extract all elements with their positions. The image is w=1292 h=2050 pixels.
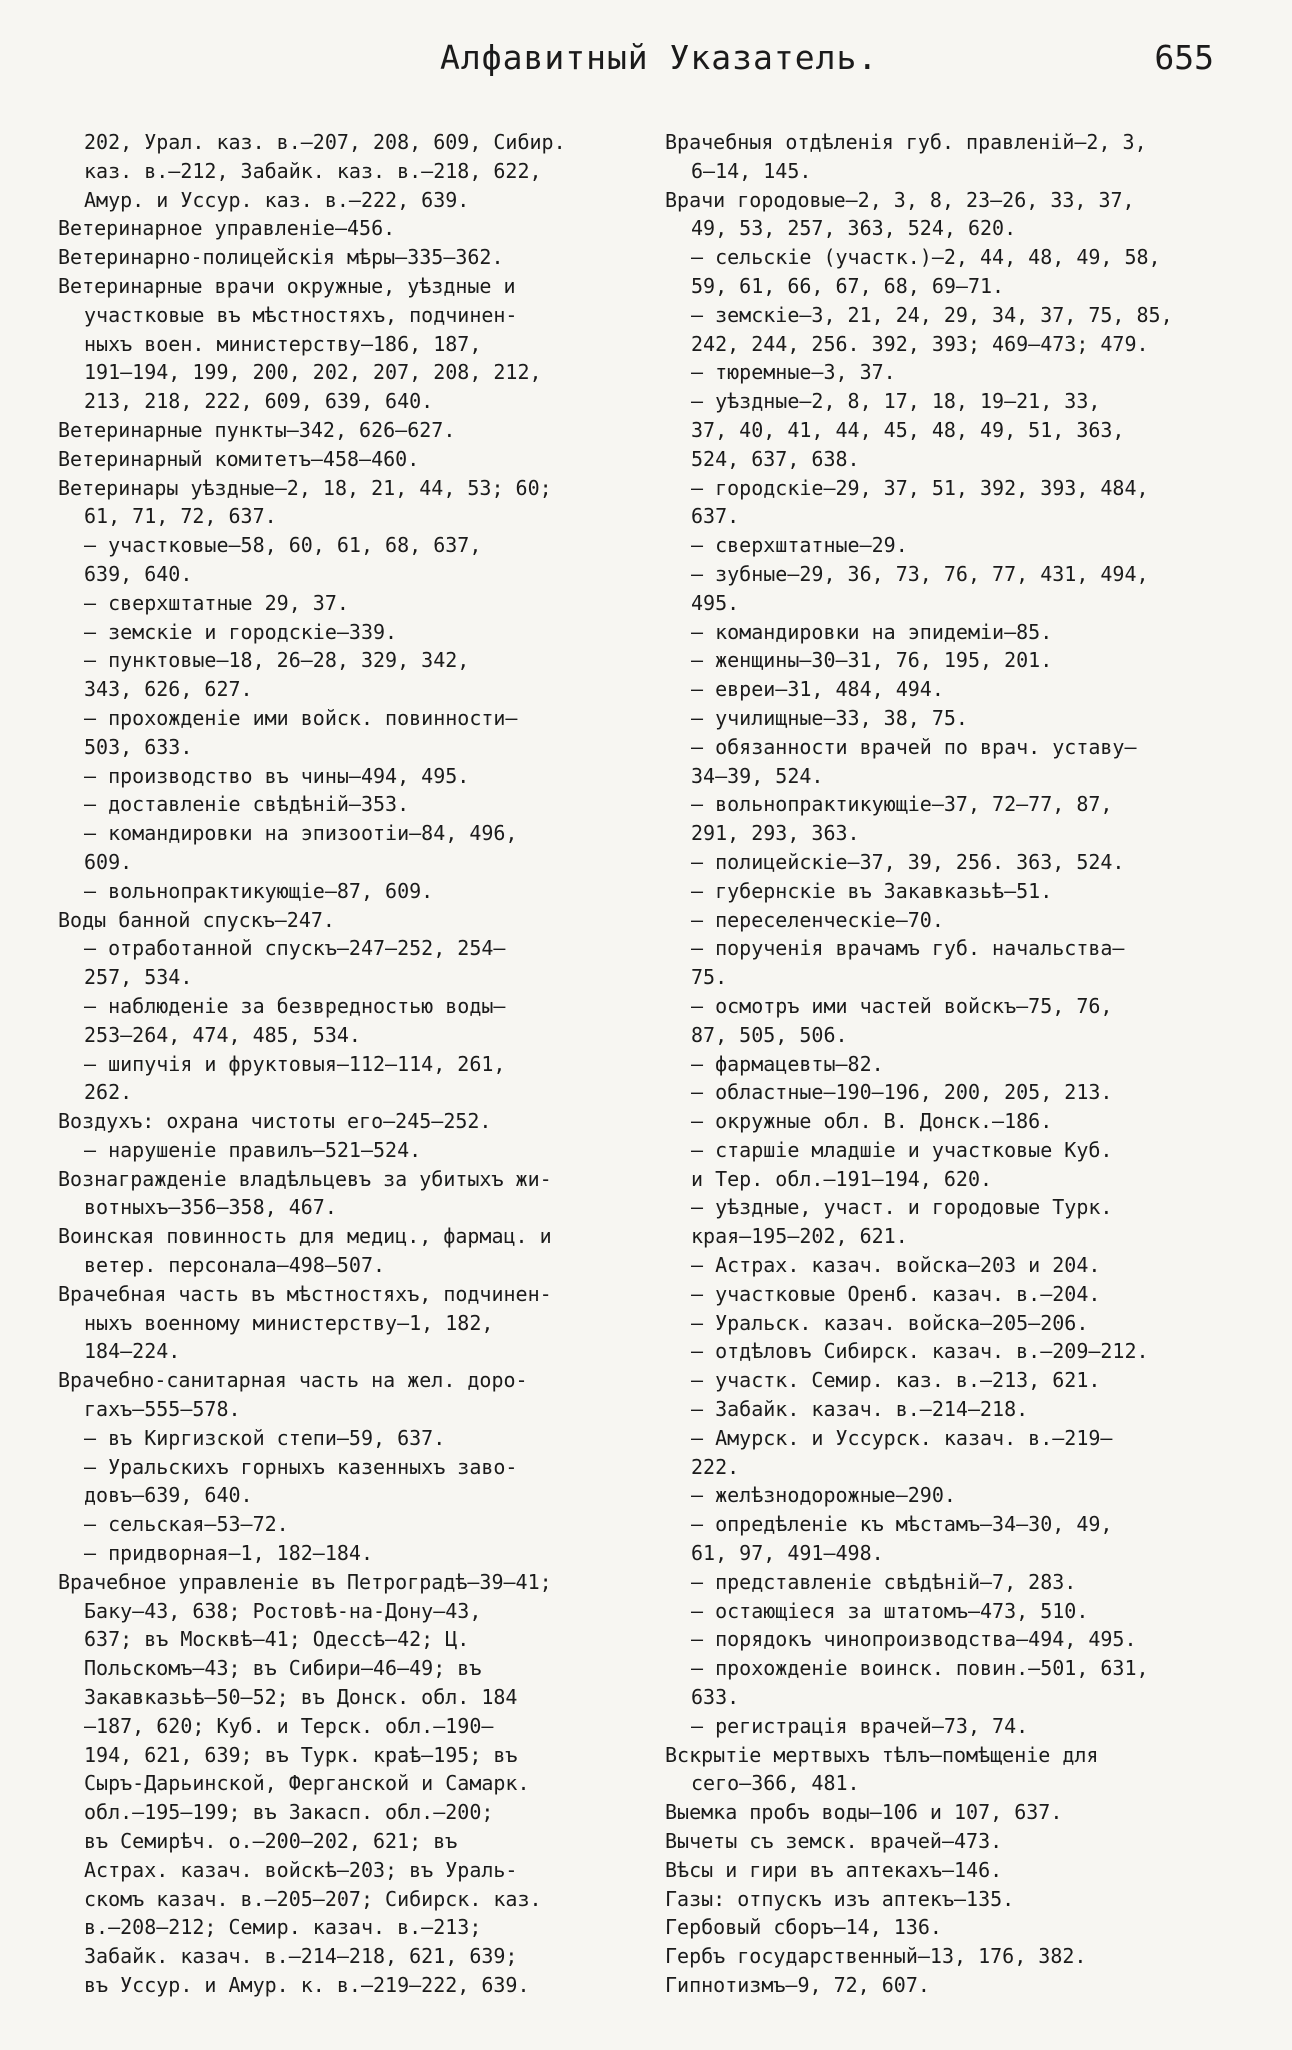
index-subentry-line: — обязанности врачей по врач. уставу— <box>691 734 1137 759</box>
index-subentry-line: — шипучія и фруктовыя—112—114, 261, <box>84 1051 506 1076</box>
index-subentry-line: — вольнопрактикующіе—87, 609. <box>84 878 434 903</box>
index-entry-line: Вычеты съ земск. врачей—473. <box>665 1829 1003 1854</box>
index-entry-line: Врачебная часть въ мѣстностяхъ, подчинен- <box>58 1281 552 1306</box>
index-subentry-line: — Забайк. казач. в.—214—218. <box>691 1397 1029 1422</box>
index-subentry-line: 524, 637, 638. <box>691 446 860 471</box>
index-subentry-line: — переселенческіе—70. <box>691 907 944 932</box>
index-subentry-line: — представленіе свѣдѣній—7, 283. <box>691 1569 1077 1594</box>
index-subentry-line: гахъ—555—578. <box>84 1397 241 1422</box>
index-subentry-line: — старшіе младшіе и участковые Куб. <box>691 1137 1113 1162</box>
index-subentry-line: — отработанной спускъ—247—252, 254— <box>84 936 506 961</box>
index-subentry-line: — училищные—33, 38, 75. <box>691 705 968 730</box>
page-number: 655 <box>1154 38 1214 77</box>
index-subentry-line: 202, Урал. каз. в.—207, 208, 609, Сибир. <box>84 130 566 154</box>
index-subentry-line: 257, 534. <box>84 965 193 990</box>
index-entry-line: Воинская повинность для медиц., фармац. и <box>58 1224 552 1249</box>
index-entry-line: Ветеринарно-полицейскія мѣры—335—362. <box>58 245 504 270</box>
index-subentry-line: — Астрах. казач. войска—203 и 204. <box>691 1253 1101 1278</box>
index-subentry-line: — сверхштатные 29, 37. <box>84 590 349 615</box>
index-subentry-line: — фармацевты—82. <box>691 1051 884 1076</box>
index-subentry-line: — придворная—1, 182—184. <box>84 1541 373 1566</box>
index-subentry-line: — тюремные—3, 37. <box>691 360 896 385</box>
index-subentry-line: 609. <box>84 849 133 874</box>
index-subentry-line: Польскомъ—43; въ Сибири—46—49; въ <box>84 1656 482 1681</box>
index-subentry-line: — пунктовые—18, 26—28, 329, 342, <box>84 648 470 673</box>
index-subentry-line: — порученія врачамъ губ. начальства— <box>691 936 1125 961</box>
index-subentry-line: 87, 505, 506. <box>691 1022 848 1047</box>
index-subentry-line: — остающіеся за штатомъ—473, 510. <box>691 1598 1089 1623</box>
index-subentry-line: — участковые Оренб. казач. в.—204. <box>691 1281 1101 1306</box>
index-subentry-line: — участк. Семир. каз. в.—213, 621. <box>691 1368 1101 1393</box>
index-subentry-line: — губернскіе въ Закавказьѣ—51. <box>691 878 1053 903</box>
index-subentry-line: — уѣздные, участ. и городовые Турк. <box>691 1195 1113 1220</box>
index-subentry-line: Баку—43, 638; Ростовѣ-на-Дону—43, <box>84 1598 482 1623</box>
index-subentry-line: ныхъ воен. министерству—186, 187, <box>84 331 482 356</box>
page-title: Алфавитный Указатель. <box>440 38 879 77</box>
index-subentry-line: 37, 40, 41, 44, 45, 48, 49, 51, 363, <box>691 417 1125 442</box>
index-subentry-line: 253—264, 474, 485, 534. <box>84 1022 361 1047</box>
index-subentry-line: — Уральскихъ горныхъ казенныхъ заво- <box>84 1454 518 1479</box>
index-subentry-line: — командировки на эпизоотіи—84, 496, <box>84 821 518 846</box>
index-entry-line: Врачебныя отдѣленія губ. правленій—2, 3, <box>665 130 1147 154</box>
index-subentry-line: 75. <box>691 965 728 990</box>
index-subentry-line: обл.—195—199; въ Закасп. обл.—200; <box>84 1800 494 1825</box>
index-subentry-line: — желѣзнодорожные—290. <box>691 1483 956 1508</box>
index-subentry-line: скомъ казач. в.—205—207; Сибирск. каз. <box>84 1886 542 1911</box>
index-subentry-line: — прохожденіе воинск. повин.—501, 631, <box>691 1656 1149 1681</box>
index-subentry-line: Сыръ-Дарьинской, Ферганской и Самарк. <box>84 1771 530 1796</box>
index-subentry-line: — областные—190—196, 200, 205, 213. <box>691 1080 1113 1105</box>
index-entry-line: Врачебно-санитарная часть на жел. доро- <box>58 1368 528 1393</box>
index-subentry-line: въ Уссур. и Амур. к. в.—219—222, 639. <box>84 1973 530 1997</box>
index-subentry-line: — регистрація врачей—73, 74. <box>691 1713 1029 1738</box>
index-subentry-line: 633. <box>691 1685 740 1710</box>
index-column-left <box>58 128 623 2000</box>
index-subentry-line: 262. <box>84 1080 133 1105</box>
index-subentry-line: — командировки на эпидеміи—85. <box>691 619 1053 644</box>
index-subentry-line: — нарушеніе правилъ—521—524. <box>84 1137 422 1162</box>
index-subentry-line: 343, 626, 627. <box>84 677 253 702</box>
index-subentry-line: 495. <box>691 590 740 615</box>
index-entry-line: Воздухъ: охрана чистоты его—245—252. <box>58 1109 492 1134</box>
index-entry-line: Воды банной спускъ—247. <box>58 907 335 932</box>
index-subentry-line: — прохожденіе ими войск. повинности— <box>84 705 518 730</box>
index-subentry-line: довъ—639, 640. <box>84 1483 253 1508</box>
index-subentry-line: — участковые—58, 60, 61, 68, 637, <box>84 533 482 558</box>
index-subentry-line: 291, 293, 363. <box>691 821 860 846</box>
index-subentry-line: 191—194, 199, 200, 202, 207, 208, 212, <box>84 360 542 385</box>
index-subentry-line: 503, 633. <box>84 734 193 759</box>
index-entry-line: Гербовый сборъ—14, 136. <box>665 1915 942 1940</box>
index-subentry-line: края—195—202, 621. <box>691 1224 908 1249</box>
page-header <box>0 38 1292 88</box>
index-subentry-line: — полицейскіе—37, 39, 256. 363, 524. <box>691 849 1125 874</box>
index-entry-line: Вскрытіе мертвыхъ тѣлъ—помѣщеніе для <box>665 1742 1099 1767</box>
index-subentry-line: 639, 640. <box>84 561 193 586</box>
index-subentry-line: Закавказьѣ—50—52; въ Донск. обл. 184 <box>84 1685 518 1710</box>
index-subentry-line: — сельская—53—72. <box>84 1512 289 1537</box>
index-subentry-line: — отдѣловъ Сибирск. казач. в.—209—212. <box>691 1339 1149 1364</box>
index-subentry-line: 59, 61, 66, 67, 68, 69—71. <box>691 273 1005 298</box>
index-subentry-line: каз. в.—212, Забайк. каз. в.—218, 622, <box>84 158 542 183</box>
index-subentry-line: —187, 620; Куб. и Терск. обл.—190— <box>84 1713 494 1738</box>
index-subentry-line: — порядокъ чинопроизводства—494, 495. <box>691 1627 1137 1652</box>
index-subentry-line: 6—14, 145. <box>691 158 812 183</box>
index-entry-line: Газы: отпускъ изъ аптекъ—135. <box>665 1886 1015 1911</box>
index-subentry-line: — доставленіе свѣдѣній—353. <box>84 792 410 817</box>
index-subentry-line: — осмотръ ими частей войскъ—75, 76, <box>691 993 1113 1018</box>
index-subentry-line: вотныхъ—356—358, 467. <box>84 1195 337 1220</box>
index-subentry-line: — окружные обл. В. Донск.—186. <box>691 1109 1053 1134</box>
index-subentry-line: 213, 218, 222, 609, 639, 640. <box>84 389 434 414</box>
index-entry-line: Вознагражденіе владѣльцевъ за убитыхъ жи- <box>58 1166 552 1191</box>
index-entry-line: Ветеринары уѣздные—2, 18, 21, 44, 53; 60; <box>58 475 552 500</box>
index-subentry-line: Забайк. казач. в.—214—218, 621, 639; <box>84 1944 518 1969</box>
index-subentry-line: — вольнопрактикующіе—37, 72—77, 87, <box>691 792 1113 817</box>
index-subentry-line: — сельскіе (участк.)—2, 44, 48, 49, 58, <box>691 245 1161 270</box>
index-entry-line: Врачебное управленіе въ Петроградѣ—39—41; <box>58 1569 552 1594</box>
index-entry-line: Выемка пробъ воды—106 и 107, 637. <box>665 1800 1063 1825</box>
index-subentry-line: — земскіе и городскіе—339. <box>84 619 398 644</box>
index-subentry-line: 49, 53, 257, 363, 524, 620. <box>691 216 1017 241</box>
index-subentry-line: — евреи—31, 484, 494. <box>691 677 944 702</box>
index-subentry-line: участковые въ мѣстностяхъ, подчинен- <box>84 302 518 327</box>
index-subentry-line: — наблюденіе за безвредностью воды— <box>84 993 506 1018</box>
index-subentry-line: — земскіе—3, 21, 24, 29, 34, 37, 75, 85, <box>691 302 1173 327</box>
index-entry-line: Ветеринарные пункты—342, 626—627. <box>58 417 456 442</box>
index-subentry-line: 34—39, 524. <box>691 763 824 788</box>
index-entry-line: Ветеринарные врачи окружные, уѣздные и <box>58 273 516 298</box>
index-subentry-line: Амур. и Уссур. каз. в.—222, 639. <box>84 187 470 212</box>
index-subentry-line: 184—224. <box>84 1339 181 1364</box>
index-subentry-line: 61, 71, 72, 637. <box>84 504 277 529</box>
index-entry-line: Гипнотизмъ—9, 72, 607. <box>665 1973 930 1997</box>
index-subentry-line: — Амурск. и Уссурск. казач. в.—219— <box>691 1425 1113 1450</box>
index-entry-line: Вѣсы и гири въ аптекахъ—146. <box>665 1857 1003 1882</box>
index-subentry-line: — уѣздные—2, 8, 17, 18, 19—21, 33, <box>691 389 1101 414</box>
index-subentry-line: — сверхштатные—29. <box>691 533 908 558</box>
index-column-right <box>665 128 1231 2000</box>
index-subentry-line: 637. <box>691 504 740 529</box>
index-subentry-line: — опредѣленіе къ мѣстамъ—34—30, 49, <box>691 1512 1113 1537</box>
index-entry-line: Ветеринарный комитетъ—458—460. <box>58 446 420 471</box>
index-subentry-line: — городскіе—29, 37, 51, 392, 393, 484, <box>691 475 1149 500</box>
index-subentry-line: 222. <box>691 1454 740 1479</box>
index-subentry-line: 637; въ Москвѣ—41; Одессѣ—42; Ц. <box>84 1627 470 1652</box>
index-subentry-line: ветер. персонала—498—507. <box>84 1253 386 1278</box>
index-subentry-line: Астрах. казач. войскѣ—203; въ Ураль- <box>84 1857 518 1882</box>
index-entry-line: Врачи городовые—2, 3, 8, 23—26, 33, 37, <box>665 187 1135 212</box>
index-subentry-line: — Уральск. казач. войска—205—206. <box>691 1310 1089 1335</box>
index-subentry-line: 61, 97, 491—498. <box>691 1541 884 1566</box>
index-subentry-line: ныхъ военному министерству—1, 182, <box>84 1310 494 1335</box>
index-subentry-line: и Тер. обл.—191—194, 620. <box>691 1166 993 1191</box>
index-entry-line: Ветеринарное управленіе—456. <box>58 216 396 241</box>
index-subentry-line: въ Семирѣч. о.—200—202, 621; въ <box>84 1829 458 1854</box>
index-entry-line: Гербъ государственный—13, 176, 382. <box>665 1944 1087 1969</box>
index-subentry-line: — производство въ чины—494, 495. <box>84 763 470 788</box>
index-subentry-line: — женщины—30—31, 76, 195, 201. <box>691 648 1053 673</box>
index-subentry-line: 194, 621, 639; въ Турк. краѣ—195; въ <box>84 1742 518 1767</box>
index-subentry-line: — въ Киргизской степи—59, 637. <box>84 1425 446 1450</box>
index-subentry-line: — зубные—29, 36, 73, 76, 77, 431, 494, <box>691 561 1149 586</box>
index-subentry-line: сего—366, 481. <box>691 1771 860 1796</box>
index-subentry-line: 242, 244, 256. 392, 393; 469—473; 479. <box>691 331 1149 356</box>
index-subentry-line: в.—208—212; Семир. казач. в.—213; <box>84 1915 482 1940</box>
